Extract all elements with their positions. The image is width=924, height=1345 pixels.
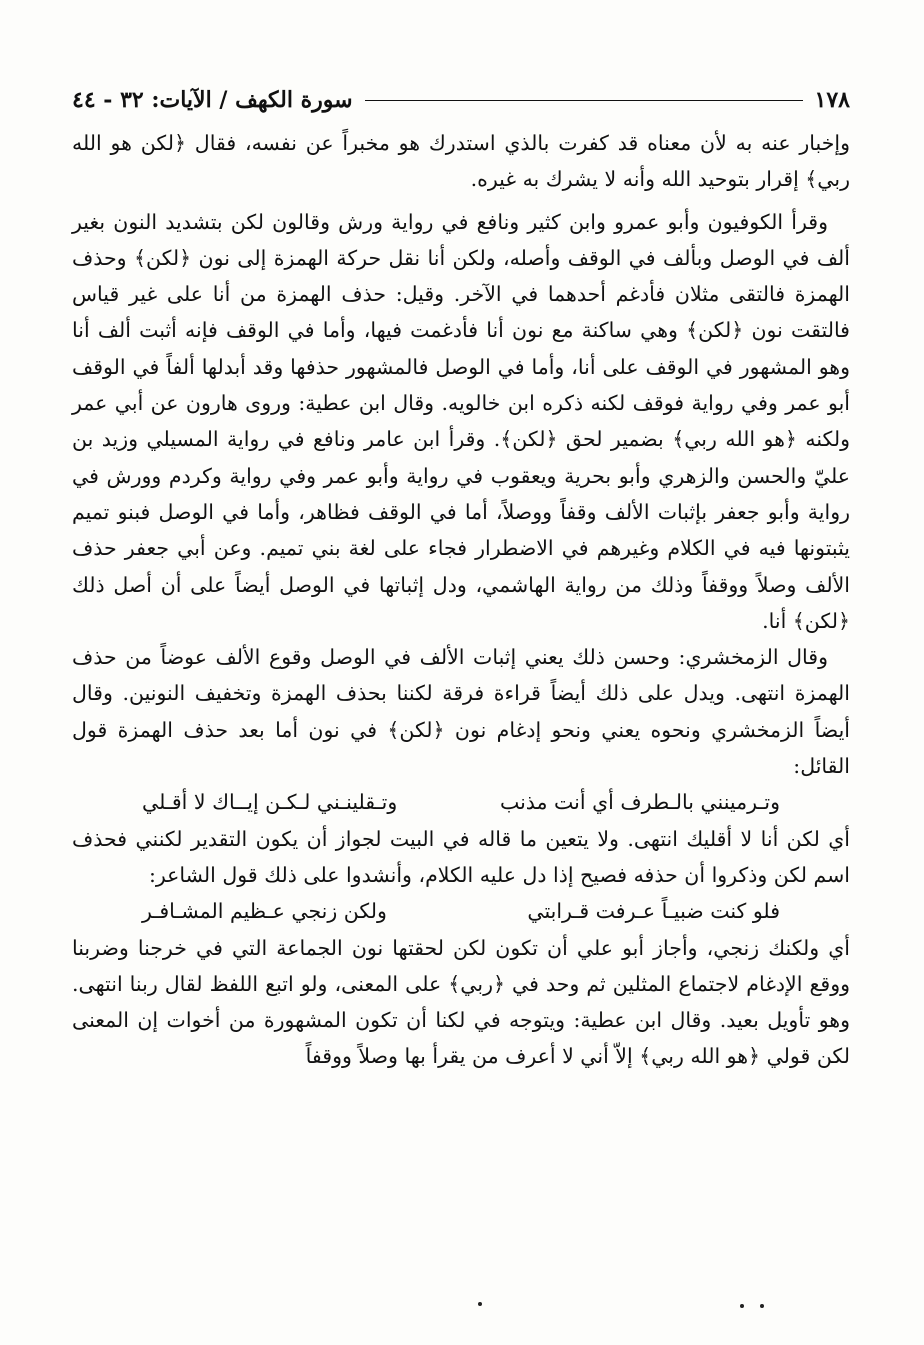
- verse-2-second-hemistich: ولكن زنجي عـظيم المشـافـر: [142, 899, 387, 924]
- header-rule: [365, 100, 803, 101]
- verse-2-first-hemistich: فلو كنت ضبيـاً عـرفت قـرابتي: [527, 899, 780, 924]
- paragraph-4: أي لكن أنا لا أقليك انتهى. ولا يتعين ما قاله في البيت لجواز أن يكون التقدير لكنني فحذف اسم لكن وذكروا أن حذفه فصيح إذا دل عليه الكلام، وأنشدوا على ذلك قول الشاعر:: [72, 826, 850, 887]
- verse-1-first-hemistich: وتـرمينني بالـطرف أي أنت مذنب: [499, 790, 780, 815]
- speck: [478, 1302, 482, 1306]
- running-title: سورة الكهف / الآيات: ٣٢ - ٤٤: [72, 87, 353, 113]
- page-number: ١٧٨: [814, 87, 850, 113]
- paragraph-3: وقال الزمخشري: وحسن ذلك يعني إثبات الألف في الوصل وقوع الألف عوضاً من حذف الهمزة انتهى. ويدل على ذلك أيضاً قراءة فرقة لكننا بحذف الهمزة وتخفيف النونين. وقال أيضاً الزمخشري ونحوه يعني ونحو إدغام نون ﴿لكن﴾ في نون أما بعد حذف الهمزة قول القائل:: [72, 645, 850, 779]
- paragraph-1: وإخبار عنه به لأن معناه قد كفرت بالذي استدرك هو مخبراً عن نفسه، فقال ﴿لكن هو الله ربي﴾ إقرار بتوحيد الله وأنه لا يشرك به غيره.: [72, 131, 850, 192]
- scan-specks: [0, 1292, 924, 1322]
- body-text: [72, 125, 850, 1075]
- verse-1: [72, 784, 850, 820]
- verse-2: [72, 893, 850, 929]
- page-header: [72, 82, 850, 118]
- verse-1-second-hemistich: وتـقلينـني لـكـن إيــاك لا أقـلي: [142, 790, 398, 815]
- paragraph-5: أي ولكنك زنجي، وأجاز أبو علي أن تكون لكن لحقتها نون الجماعة التي في خرجنا وضربنا ووقع الإدغام لاجتماع المثلين ثم وحد في ﴿ربي﴾ على المعنى، ولو اتبع اللفظ لقال ربنا انتهى. وهو تأويل بعيد. وقال ابن عطية: ويتوجه في لكنا أن تكون المشهورة من أخوات إن المعنى لكن قولي ﴿هو الله ربي﴾ إلاّ أني لا أعرف من يقرأ بها وصلاً ووقفاً: [72, 935, 850, 1069]
- speck: [760, 1304, 764, 1308]
- paragraph-2: وقرأ الكوفيون وأبو عمرو وابن كثير ونافع في رواية ورش وقالون لكن بتشديد النون بغير ألف في الوصل وبألف في الوقف وأصله، ولكن أنا نقل حركة الهمزة إلى نون ﴿لكن﴾ وحذف الهمزة فالتقى مثلان فأدغم أحدهما في الآخر. وقيل: حذف الهمزة من أنا على غير قياس فالتقت نون ﴿لكن﴾ وهي ساكنة مع نون أنا فأدغمت فيها، وأما في الوقف فإنه أثبت ألف أنا وهو المشهور في الوقف على أنا، وأما في الوصل فالمشهور حذفها وقد أبدلها ألفاً في الوقف أبو عمر وفي رواية فوقف لكنه ذكره ابن خالويه. وقال ابن عطية: وروى هارون عن أبي عمر ولكنه ﴿هو الله ربي﴾ بضمير لحق ﴿لكن﴾. وقرأ ابن عامر ونافع في رواية المسيلي وزيد بن عليّ والحسن والزهري وأبو بحرية ويعقوب في رواية وأبو عمر وفي رواية وكردم وورش في رواية وأبو جعفر بإثبات الألف وقفاً ووصلاً، أما في الوقف فظاهر، وأما في الوصل فبنو تميم يثبتونها فيه في الكلام وغيرهم في الاضطرار فجاء على لغة بني تميم. وعن أبي جعفر حذف الألف وصلاً ووقفاً وذلك من رواية الهاشمي، ودل إثباتها في الوصل أيضاً على أن أصل ذلك ﴿لكن﴾ أنا.: [72, 209, 850, 633]
- speck: [740, 1304, 744, 1308]
